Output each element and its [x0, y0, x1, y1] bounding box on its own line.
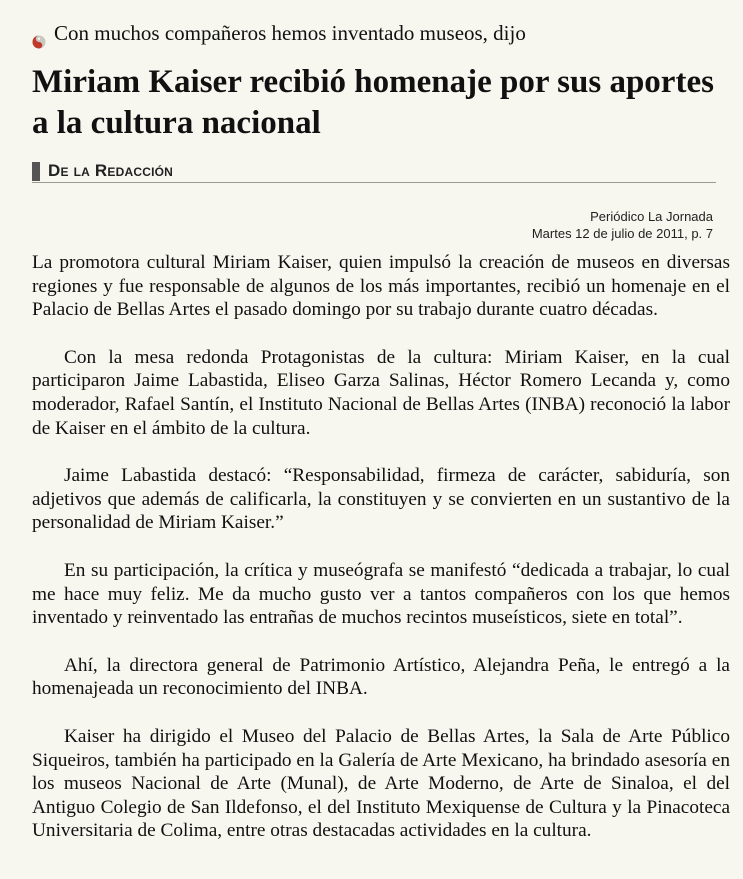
- paragraph: La promotora cultural Miriam Kaiser, quien impulsó la creación de museos en diversas regiones y fue responsable de algunos de los más importantes, recibió un homenaje en el Palacio de Bellas Artes el pasado domingo por su trabajo durante cuatro décadas.: [32, 252, 730, 321]
- kicker: [32, 18, 526, 48]
- paragraph: Jaime Labastida destacó: “Responsabilidad, firmeza de carácter, sabiduría, son adjetivos que además de calificarla, la constituyen y se convierten en un sustantivo de la personalidad de Miriam Kaiser.”: [32, 465, 730, 534]
- bullet-swirl-icon: [32, 27, 46, 41]
- source-date: Martes 12 de julio de 2011, p. 7: [531, 226, 713, 241]
- paragraph: En su participación, la crítica y museógrafa se manifestó “dedicada a trabajar, lo cual me hace muy feliz. Me da mucho gusto ver a tantos compañeros con los que hemos inventado y reinventado las entrañas de muchos recintos museísticos, siete en total”.: [32, 559, 730, 629]
- source-info: [532, 208, 713, 242]
- kicker-text: Con muchos compañeros hemos inventado museos, dijo: [54, 21, 526, 45]
- byline: De la Redacción: [48, 161, 174, 180]
- paragraph: Kaiser ha dirigido el Museo del Palacio de Bellas Artes, la Sala de Arte Público Siqueiros, también ha participado en la Galería de Arte Mexicano, ha brindado asesoría en los museos Nacional de Arte (Munal), de Arte Moderno, de Arte de Sinaloa, el del Antiguo Colegio de San Ildefonso, el del Instituto Mexiquense de Cultura y la Pinacoteca Universitaria de Colima, entre otras destacadas actividades en la cultura.: [32, 725, 730, 842]
- byline-bar: [32, 160, 716, 183]
- article-body: [32, 251, 730, 867]
- paragraph: Ahí, la directora general de Patrimonio Artístico, Alejandra Peña, le entregó a la homenajeada un reconocimiento del INBA.: [32, 654, 730, 700]
- headline: Miriam Kaiser recibió homenaje por sus aportes a la cultura nacional: [32, 64, 714, 141]
- byline-marker: [32, 162, 40, 181]
- paragraph: Con la mesa redonda Protagonistas de la cultura: Miriam Kaiser, en la cual participaron Jaime Labastida, Eliseo Garza Salinas, Héctor Romero Lecanda y, como moderador, Rafael Santín, el Instituto Nacional de Bellas Artes (INBA) reconoció la labor de Kaiser en el ámbito de la cultura.: [32, 346, 730, 439]
- source-publication: Periódico La Jornada: [590, 209, 713, 224]
